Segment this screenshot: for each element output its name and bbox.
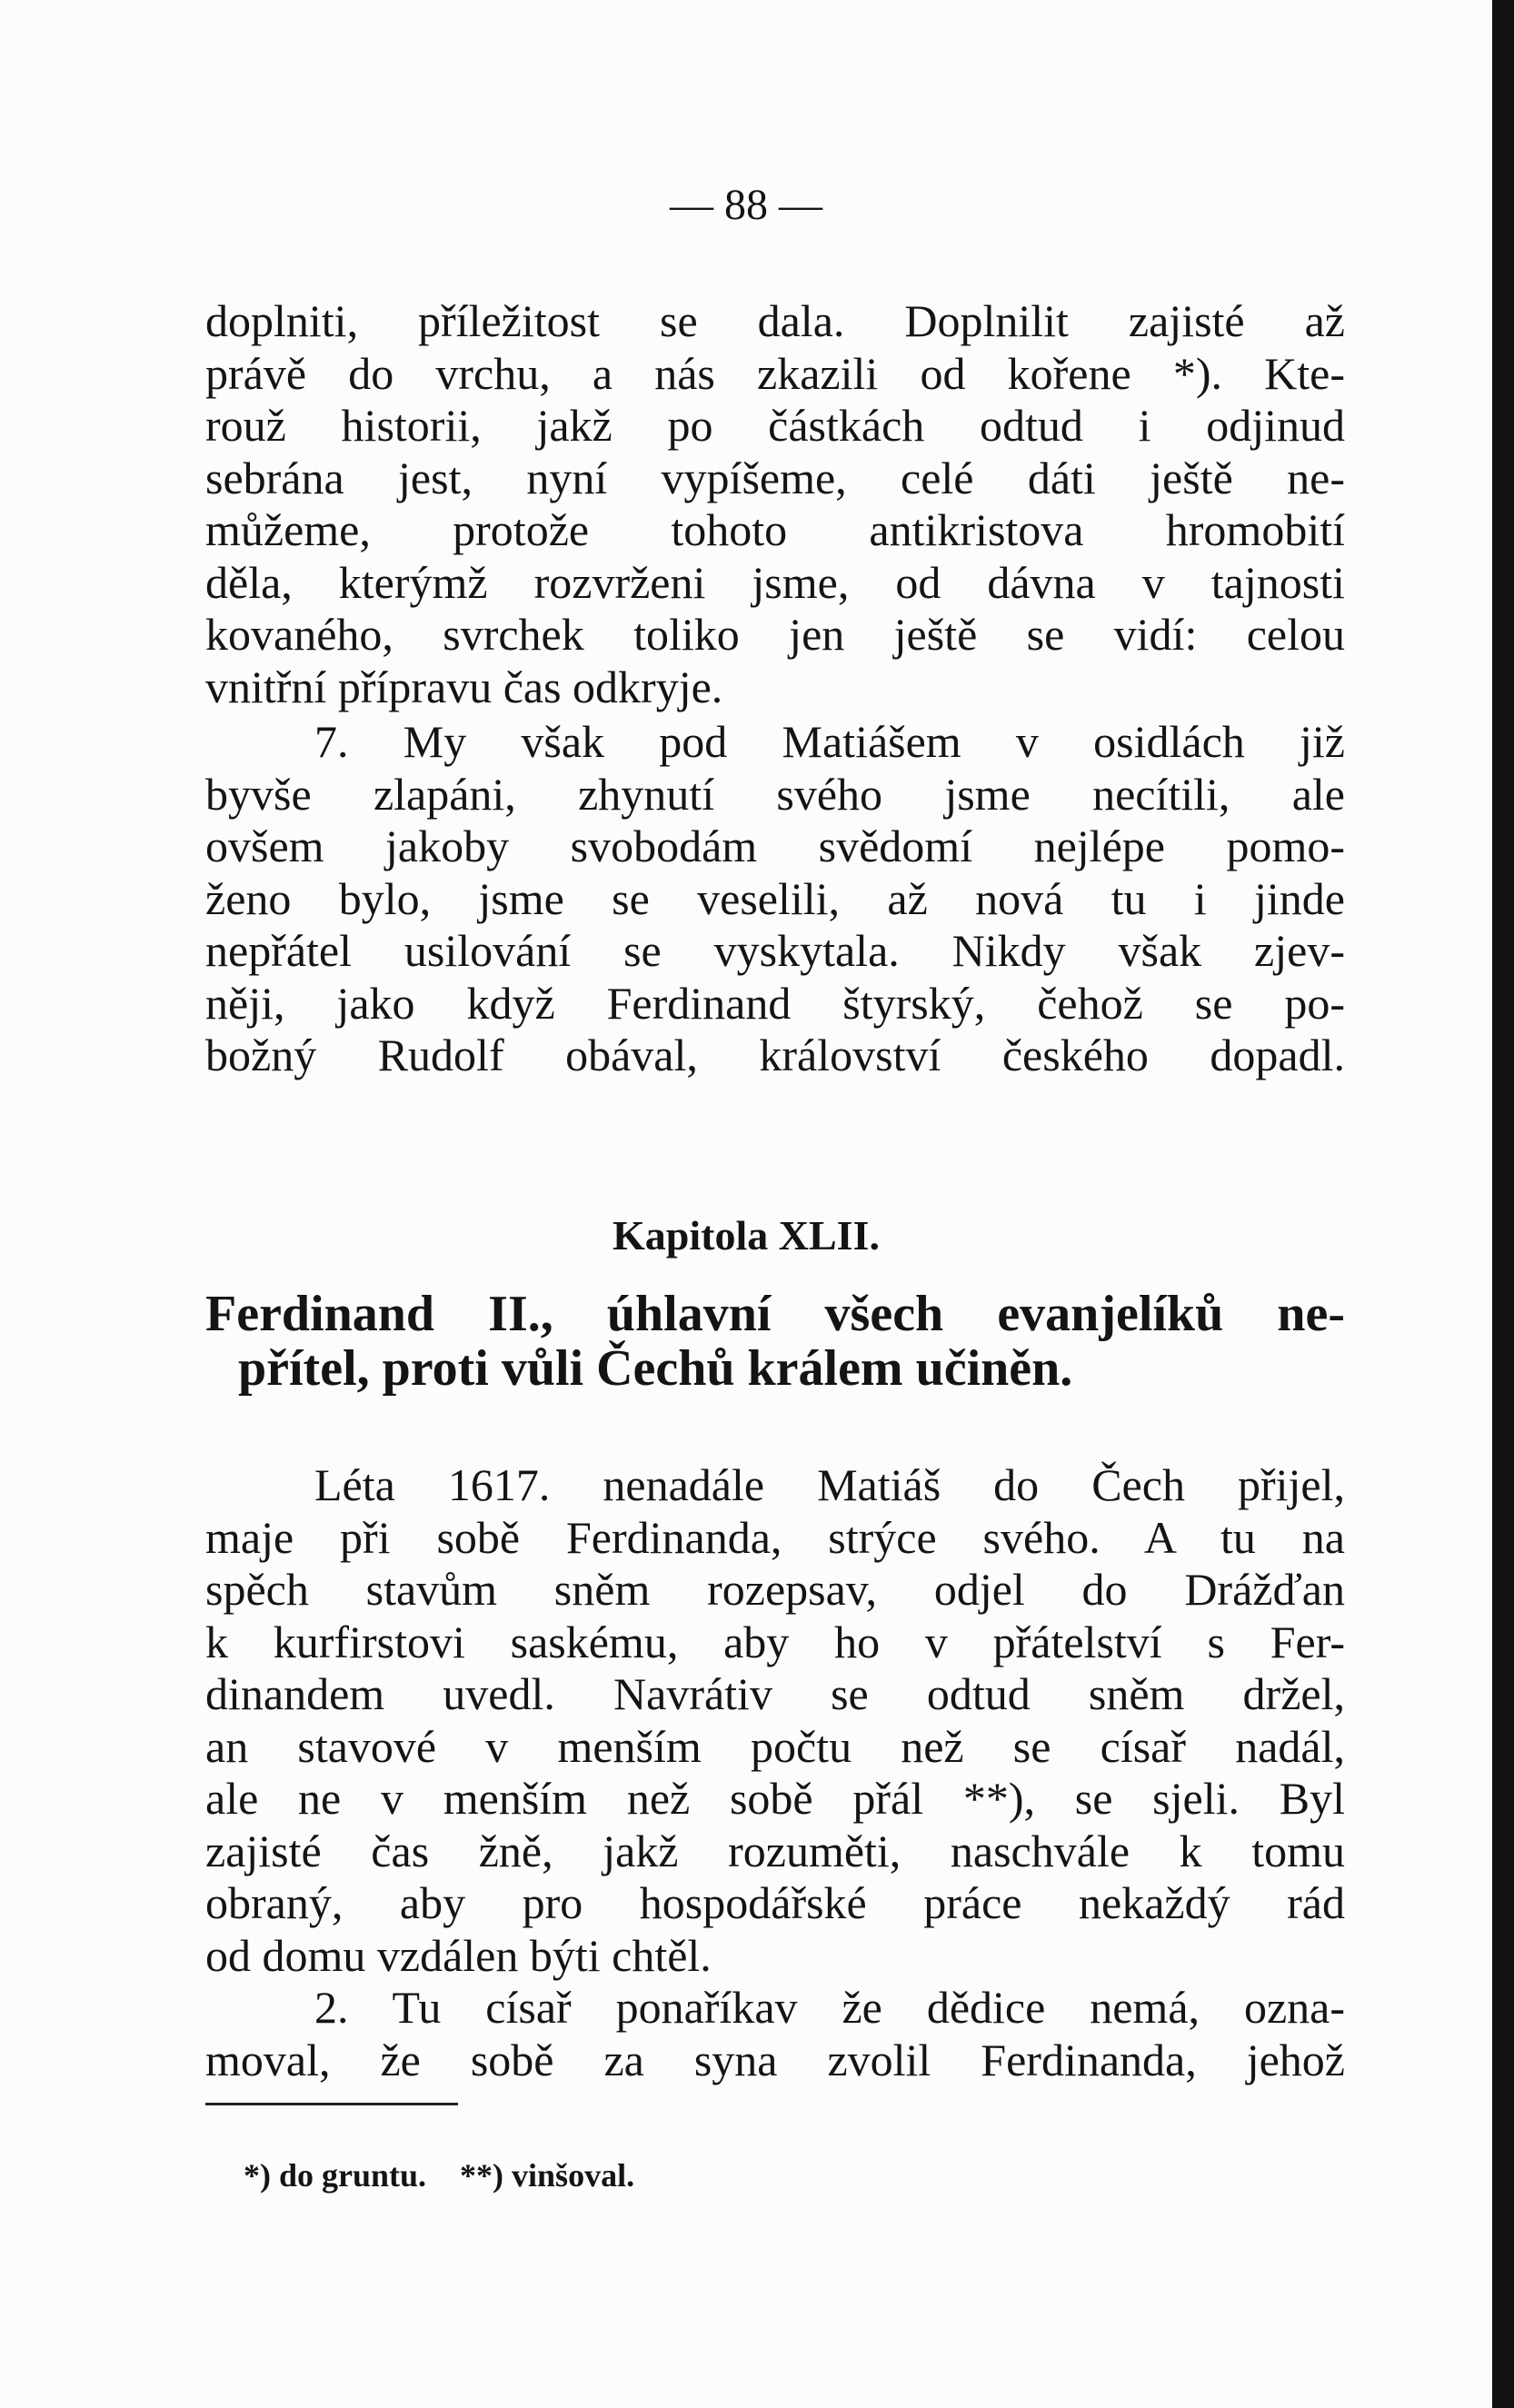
text-line: můžeme, protože tohoto antikristova hromobití <box>205 504 1345 555</box>
page-number: — 88 — <box>670 181 822 229</box>
paragraph-7 <box>205 716 1345 1082</box>
chapter-title-line: přítel, proti vůli Čechů králem učiněn. <box>238 1340 1073 1397</box>
text-line: ženo bylo, jsme se veselili, až nová tu i jinde <box>205 872 1345 924</box>
text-line: kovaného, svrchek toliko jen ještě se vidí: celou <box>205 609 1345 660</box>
text-line: vnitřní přípravu čas odkryje. <box>205 661 723 712</box>
paragraph-continuation <box>205 295 1345 713</box>
text-line: ale ne v menším než sobě přál **), se sjeli. Byl <box>205 1773 1345 1824</box>
text-line: Léta 1617. nenadále Matiáš do Čech přijel, <box>314 1459 1345 1510</box>
text-line: k kurfirstovi saskému, aby ho v přátelství s Fer- <box>205 1616 1345 1667</box>
text-line: děla, kterýmž rozvrženi jsme, od dávna v tajnosti <box>205 556 1345 608</box>
footnote-2: **) vinšoval. <box>460 2157 635 2194</box>
chapter-title <box>205 1287 1345 1396</box>
text-line: právě do vrchu, a nás zkazili od kořene *). Kte- <box>205 347 1345 399</box>
chapter-body <box>205 1459 1345 2086</box>
text-line: dinandem uvedl. Navrátiv se odtud sněm držel, <box>205 1668 1345 1719</box>
footnotes <box>244 2154 660 2197</box>
text-line: 2. Tu císař ponaříkav že dědice nemá, ozna- <box>314 1982 1345 2033</box>
chapter-title-line: Ferdinand II., úhlavní všech evanjelíků ne- <box>205 1286 1345 1342</box>
text-line: zajisté čas žně, jakž rozuměti, naschvále k tomu <box>205 1825 1345 1876</box>
text-line: an stavové v menším počtu než se císař nadál, <box>205 1720 1345 1772</box>
text-line: 7. My však pod Matiášem v osidlách již <box>314 716 1345 767</box>
footnote-divider <box>205 2103 458 2105</box>
text-line: od domu vzdálen býti chtěl. <box>205 1929 712 1981</box>
chapter-label: Kapitola XLII. <box>613 1212 880 1259</box>
text-line: byvše zlapáni, zhynutí svého jsme necítili, ale <box>205 768 1345 820</box>
text-line: sebrána jest, nyní vypíšeme, celé dáti ještě ne- <box>205 452 1345 503</box>
text-line: maje při sobě Ferdinanda, strýce svého. A tu na <box>205 1511 1345 1563</box>
text-line: doplniti, příležitost se dala. Doplnilit zajisté až <box>205 295 1345 346</box>
text-line: něji, jako když Ferdinand štyrský, čehož se po- <box>205 977 1345 1029</box>
text-line: rouž historii, jakž po částkách odtud i odjinud <box>205 400 1345 451</box>
footnote-1: *) do gruntu. <box>244 2157 427 2194</box>
text-line: nepřátel usilování se vyskytala. Nikdy však zjev- <box>205 925 1345 976</box>
text-line: spěch stavům sněm rozepsav, odjel do Drážďan <box>205 1564 1345 1615</box>
text-line: božný Rudolf obával, království českého dopadl. <box>205 1030 1345 1080</box>
text-line: obraný, aby pro hospodářské práce nekaždý rád <box>205 1877 1345 1928</box>
text-line: moval, že sobě za syna zvolil Ferdinanda, jehož <box>205 2034 1345 2085</box>
scan-edge <box>1492 0 1514 2408</box>
text-line: ovšem jakoby svobodám svědomí nejlépe pomo- <box>205 821 1345 871</box>
